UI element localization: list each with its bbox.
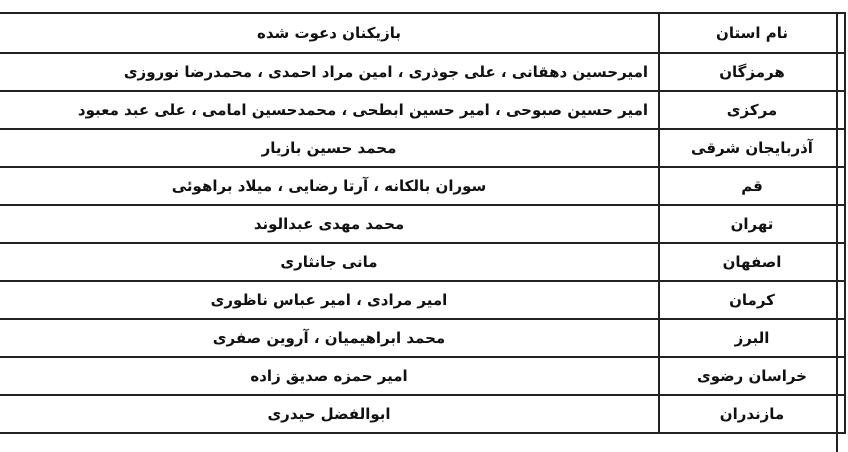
page-edge-divider [836, 12, 838, 452]
players-cell: محمد ابراهیمیان ، آروین صفری [0, 319, 659, 357]
players-cell: امیر حمزه صدیق زاده [0, 357, 659, 395]
table-row [0, 91, 845, 129]
province-cell: هرمزگان [659, 53, 845, 91]
province-cell: مازندران [659, 395, 845, 433]
table-row [0, 357, 845, 395]
province-cell: البرز [659, 319, 845, 357]
players-table [0, 12, 846, 434]
header-players: بازیکنان دعوت شده [0, 13, 659, 53]
table-row [0, 243, 845, 281]
table-row [0, 395, 845, 433]
table-row [0, 205, 845, 243]
players-cell: امیر مرادی ، امیر عباس ناظوری [0, 281, 659, 319]
province-cell: تهران [659, 205, 845, 243]
province-cell: قم [659, 167, 845, 205]
province-cell: مرکزی [659, 91, 845, 129]
province-cell: کرمان [659, 281, 845, 319]
table-row [0, 53, 845, 91]
players-table-container [0, 12, 836, 434]
province-cell: آذربایجان شرقی [659, 129, 845, 167]
players-cell: ابوالفضل حیدری [0, 395, 659, 433]
province-cell: خراسان رضوی [659, 357, 845, 395]
table-row [0, 129, 845, 167]
players-cell: محمد مهدی عبدالوند [0, 205, 659, 243]
table-row [0, 281, 845, 319]
header-province: نام استان [659, 13, 845, 53]
players-cell: سوران بالکانه ، آرتا رضایی ، میلاد براهوئی [0, 167, 659, 205]
players-cell: امیر حسین صبوحی ، امیر حسین ابطحی ، محمدحسین امامی ، علی عبد معبود [0, 91, 659, 129]
province-cell: اصفهان [659, 243, 845, 281]
players-cell: امیرحسین دهقانی ، علی جوذری ، امین مراد احمدی ، محمدرضا نوروزی [0, 53, 659, 91]
players-cell: مانی جانثاری [0, 243, 659, 281]
players-cell: محمد حسین بازیار [0, 129, 659, 167]
table-row [0, 319, 845, 357]
table-row [0, 167, 845, 205]
table-header-row [0, 13, 845, 53]
